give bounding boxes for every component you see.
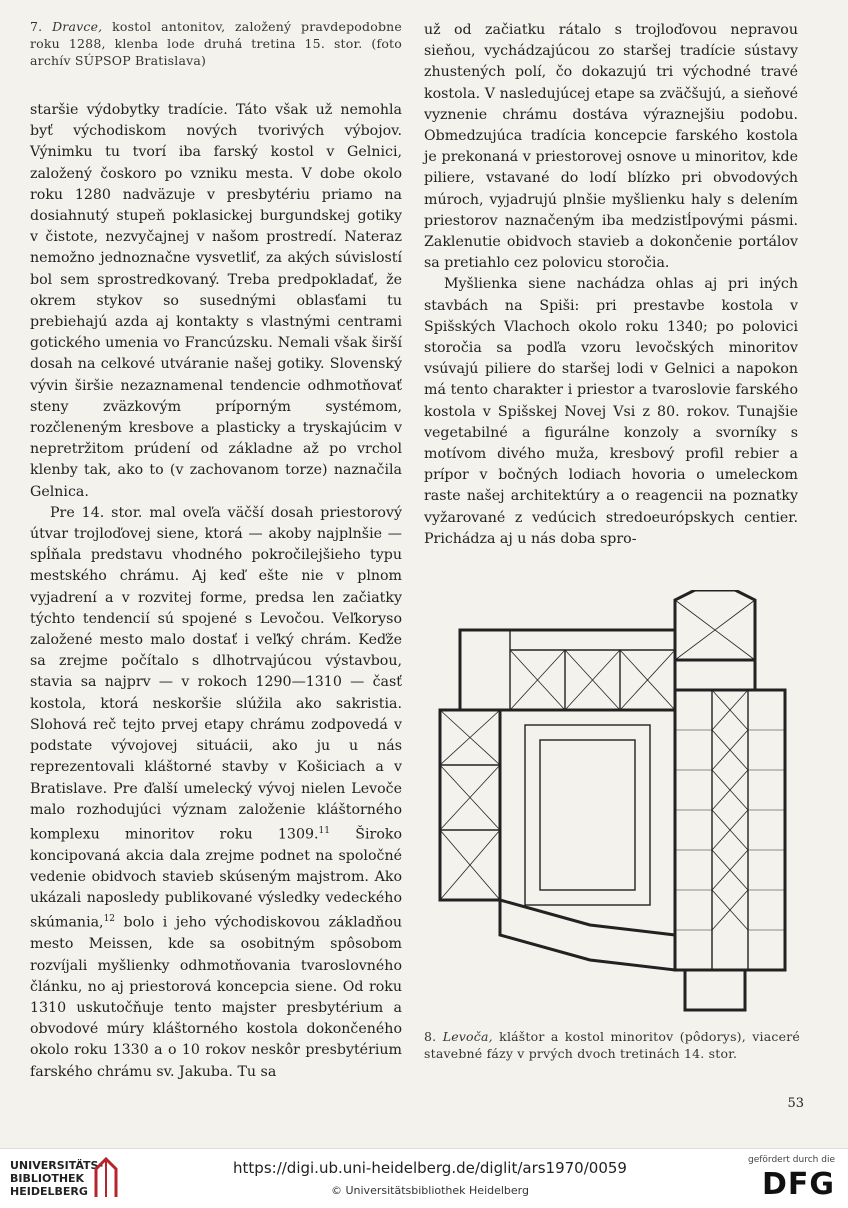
library-name-line: BIBLIOTHEK <box>10 1172 85 1185</box>
paragraph: Myšlienka siene nachádza ohlas aj pri iných stavbách na Spiši: pri prestavbe kostola v Spišských Vlachoch okolo roku 1340; po polovici storočia sa podľa vzoru levočských minoritov vsúvajú piliere do staršej lodi v Gelnici a napokon má tento charakter i priestor a tvaroslovie farského kostola v Spišskej Novej Vsi z 80. rokov. Tunajšie vegetabilné a figurálne konzoly a svorníky s motívom divého muža, kresbový profil rebier a prípor v bočných lodiach hovoria o umeleckom raste našej architektúry a o reagencii na poznatky vyžarované z vedúcich stredoeurópskych centier. Prichádza aj u nás doba spro- <box>424 276 798 547</box>
dfg-logo: DFG <box>761 1167 835 1202</box>
footer-bar <box>0 1148 848 1208</box>
caption-number: 8. <box>424 1029 437 1044</box>
paragraph-text: Široko koncipovaná akcia dala zrejme podnet na spoločné vedenie obidvoch stavieb skúseným majstrom. Ako ukázali naposledy publikované výsledky vedeckého skúmania, <box>30 826 403 932</box>
library-logo <box>10 1159 103 1198</box>
paragraph: už od začiatku rátalo s trojloďovou nepravou sieňou, vychádzajúcou zo staršej tradície sústavy zhustených polí, čo dokazujú tri východné travé kostola. V nasledujúcej etape sa zväčšujú, a sieňové vyznenie chrámu dostáva výraznejšiu podobu. Obmedzujúca tradícia koncepcie farského kostola je prekonaná v priestorovej osnove u minoritov, kde piliere, vstavané do lodí blízko pri obvodových múroch, vyjadrujú plnšie myšlienku haly s delením priestorov naznačeným iba medzistĺpovými pásmi. Zaklenutie obidvoch stavieb a dokončenie portálov sa pretiahlo cez polovicu storočia. <box>424 22 798 272</box>
library-name-line: HEIDELBERG <box>10 1185 88 1198</box>
caption-number: 7. <box>30 19 43 34</box>
figure-8-caption <box>424 1028 800 1062</box>
paragraph <box>30 503 402 1083</box>
left-text-column <box>30 100 402 1083</box>
document-url[interactable]: https://digi.ub.uni-heidelberg.de/diglit/ars1970/0059 <box>233 1159 627 1177</box>
paragraph-text: Pre 14. stor. mal oveľa väčší dosah priestorový útvar trojloďovej siene, ktorá — akoby najplnšie — spĺňala predstavu vhodného pokročilejšieho typu mestského chrámu. Aj keď ešte nie v plnom vyjadrení a v rozvitej forme, predsa len začiatky týchto tendencií sú spojené s Levočou. Veľkoryso založené mesto malo dostať i veľký chrám. Keďže sa zrejme počítalo s dlhotrvajúcou výstavbou, stavia sa najprv — v rokoch 1290—1310 — časť kostola, ktorá neskoršie slúžila ako sakristia. Slohová reč tejto prvej etapy chrámu zodpovedá v podstate vývojovej situácii, ako ju u nás reprezentovali kláštorné stavby v Košiciach a v Bratislave. Pre ďalší umelecký vývoj nielen Levoče malo rozhodujúci význam založenie kláštorného komplexu minoritov roku 1309. <box>30 504 402 843</box>
caption-place: Levoča, <box>442 1029 493 1044</box>
figure-7-caption <box>30 18 402 69</box>
page-number: 53 <box>787 1096 804 1111</box>
footnote-ref: 12 <box>103 914 116 925</box>
library-emblem-icon <box>92 1157 120 1199</box>
sponsor-note: gefördert durch die <box>748 1155 835 1165</box>
caption-text: kostol antonitov, založený pravdepodobne roku 1288, klenba lode druhá tretina 15. stor. (foto archív SÚPSOP Bratislava) <box>30 19 402 68</box>
copyright-notice: © Universitätsbibliothek Heidelberg <box>330 1184 529 1197</box>
floor-plan-figure <box>430 590 810 1020</box>
caption-place: Dravce, <box>52 19 103 34</box>
right-text-column <box>424 20 798 550</box>
paragraph: staršie výdobytky tradície. Táto však už nemohla byť východiskom nových tvorivých výbojov. Výnimku tu tvorí iba farský kostol v Gelnici, založený čoskoro po vzniku mesta. V dobe okolo roku 1280 nadväzuje v presbytériu priamo na dosiahnutý stupeň poklasickej burgundskej gotiky v čistote, nezvyčajnej v našom prostredí. Nateraz nemožno jednoznačne vysvetliť, za akých súvislostí bol sem sprostredkovaný. Treba predpokladať, že okrem stykov so susednými oblasťami tu prebiehajú azda aj kontakty s vlastnými centrami gotického umenia vo Francúzsku. Nemali však širší dosah na celkové utváranie našej gotiky. Slovenský vývin širšie nezaznamenal tendencie odhmotňovať steny zväzkovým príporným systémom, rozčleneným kresbove a plasticky a tryskajúcim v nepretržitom prúdení od základne až po vrchol klenby tak, ako to (v zachovanom torze) naznačila Gelnica. <box>30 102 402 500</box>
paragraph-text: bolo i jeho východiskovou základňou mesto Meissen, kde sa osobitným spôsobom rozvíjali myšlienky odhmotňovania tvaroslovného článku, no aj priestorová koncepcia siene. Od roku 1310 uskutočňuje tento majster presbytérium a obvodové múry kláštorného kostola dokončeného okolo roku 1330 a o 10 rokov neskôr presbytérium farského chrámu sv. Jakuba. Tu sa <box>30 915 402 1080</box>
caption-text: kláštor a kostol minoritov (pôdorys), viaceré stavebné fázy v prvých dvoch tretinách 14. stor. <box>424 1029 800 1061</box>
footnote-ref: 11 <box>318 825 330 836</box>
library-name-line: UNIVERSITÄTS- <box>10 1159 104 1172</box>
